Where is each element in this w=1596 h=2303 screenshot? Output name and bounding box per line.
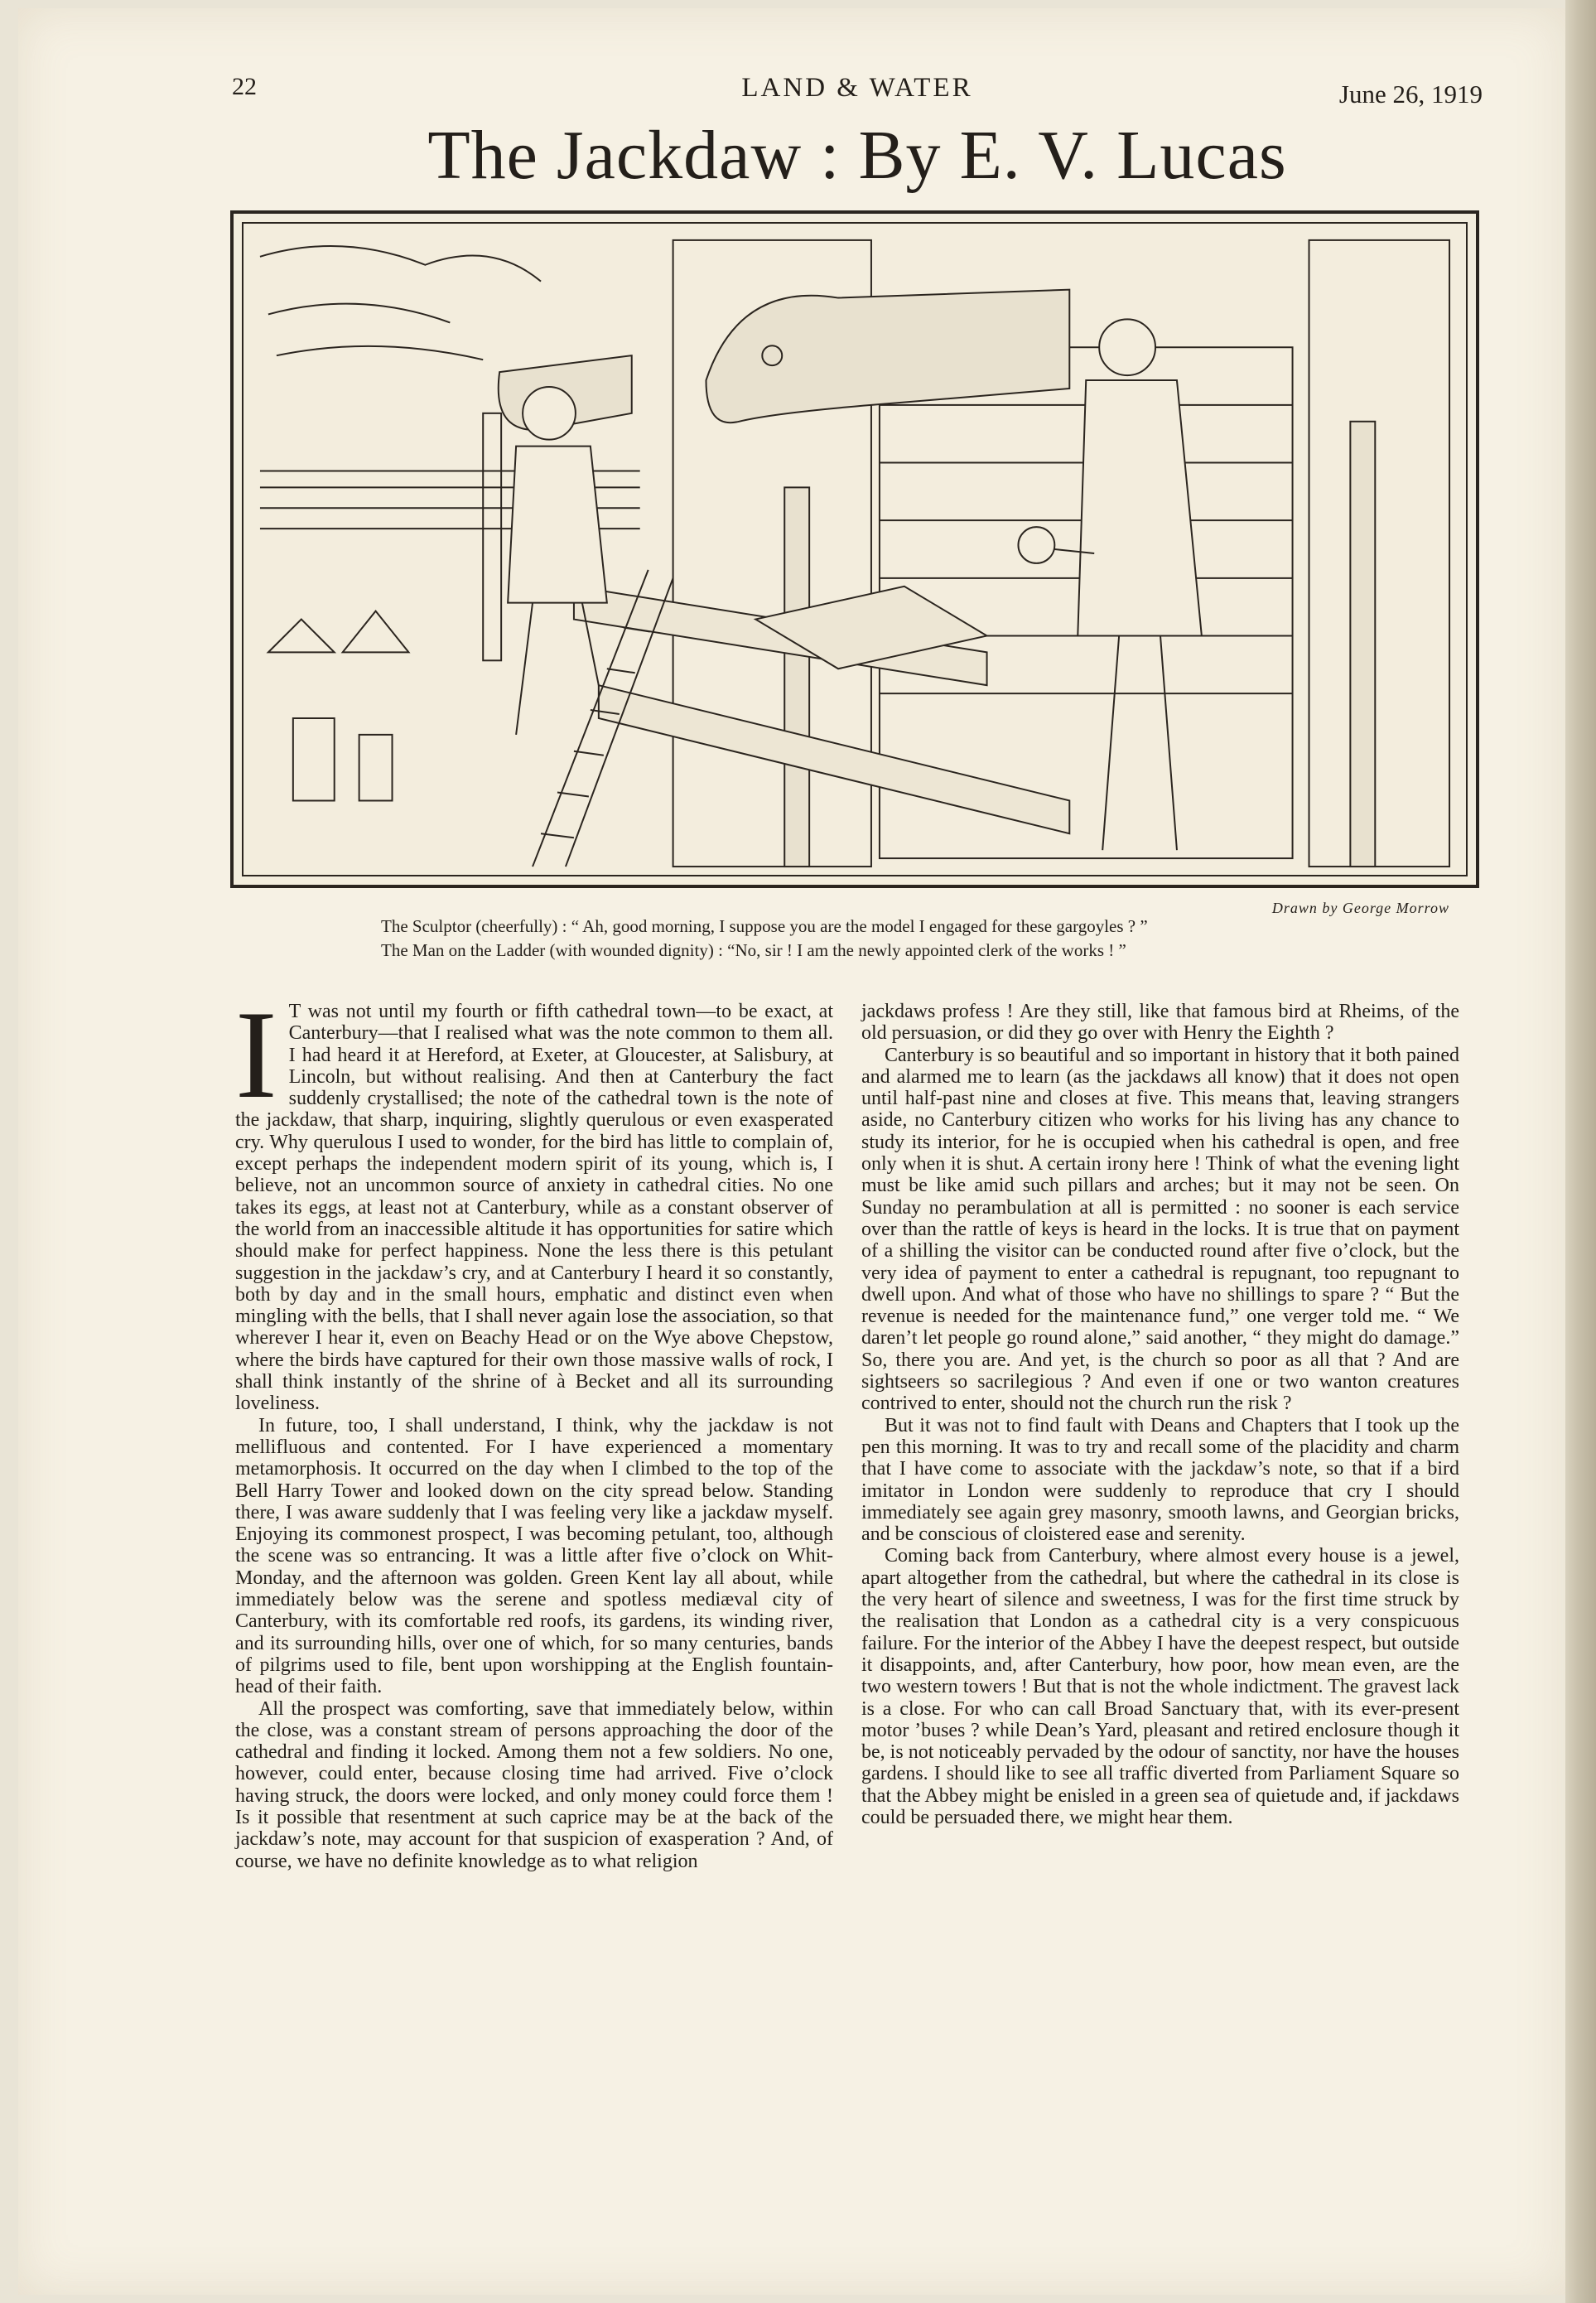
article-paragraph: All the prospect was comforting, save that immediately below, within the close, was a constant stream of persons approaching the door of the cathedral and finding it locked. Among them not a few soldiers. No one, however, could enter, because closing time had arrived. Five o’clock having struck, the doors were locked, and only money could force them ! Is it possible that resentment at such caprice may be at the back of the jackdaw’s note, may account for that suspicion of exasperation ? And, of course, we have no definite knowledge as to what religion: [235, 1697, 833, 1872]
illustration-credit: Drawn by George Morrow: [1271, 900, 1449, 916]
magazine-title: LAND & WATER: [741, 73, 973, 103]
article-paragraph: jackdaws profess ! Are they still, like that famous bird at Rheims, of the old persuasion, or did they go over with Henry the Eighth ?: [861, 1001, 1459, 1045]
page-edge: [1565, 0, 1596, 2303]
article-paragraph: Coming back from Canterbury, where almost every house is a jewel, apart altogether from the cathedral, but where the cathedral in its close is the very heart of silence and sweetness, I was for the first time struck by the realisation that London as a cathedral city is a very conspicuous failure. For the interior of the Abbey I have the deepest respect, but outside it disappoints, and, after Canterbury, how poor, how mean even, are the two western towers ! But that is not the whole indictment. The gravest lack is a close. For who can call Broad Sanctuary that, with its ever-present motor ’buses ? while Dean’s Yard, pleasant and retired enclosure though it be, is not noticeably pervaded by the odour of sanctity, nor have the houses gardens. I should like to see all traffic diverted from Parliament Square so that the Abbey might be enisled in a green sea of quietude and, if jackdaws could be persuaded there, we might hear them.: [861, 1545, 1459, 1828]
article-paragraph: I T was not until my fourth or fifth cathedral town—to be exact, at Canterbury—that I realised what was the note common to them all. I had heard it at Hereford, at Exeter, at Gloucester, at Salisbury, at Lincoln, but without realising. And then at Canterbury the fact suddenly crystallised; the note of the cathedral town is the note of the jackdaw, that sharp, inquiring, slightly querulous or even exasperated cry. Why querulous I used to wonder, for the bird has little to complain of, except perhaps the independent modern spirit of its young, which is, I believe, not an uncommon source of anxiety in cathedral cities. No one takes its eggs, at least not at Canterbury, while as a constant observer of the world from an inaccessible altitude it has opportunities for satire which should make for perfect happiness. None the less there is this petulant suggestion in the jackdaw’s cry, and at Canterbury I heard it so constantly, both by day and in the small hours, emphatic and distinct even when mingling with the bells, that I shall never again lose the association, so that wherever I hear it, even on Beachy Head or on the Wye above Chepstow, where the birds have captured for their own those massive walls of rock, I shall think instantly of the shrine of à Becket and all its surrounding loveliness.: [235, 985, 833, 1415]
article-paragraph: In future, too, I shall understand, I think, why the jackdaw is not mellifluous and contented. For I have experienced a momentary metamorphosis. It occurred on the day when I climbed to the top of the Bell Harry Tower and looked down on the city spread below. Standing there, I was aware suddenly that I was feeling very like a jackdaw myself. Enjoying its commonest prospect, I was becoming petulant, too, although the scene was so entrancing. It was a little after five o’clock on Whit-Monday, and the afternoon was golden. Green Kent lay all about, while immediately below was the serene and spotless mediæval city of Canterbury, with its comfortable red roofs, its gardens, its winding river, and its surrounding hills, over one of which, for so many centuries, bands of pilgrims used to file, bent upon worshipping at the English fountain-head of their faith.: [235, 1414, 833, 1698]
caption-line: The Man on the Ladder (with wounded dignity) : “No, sir ! I am the newly appointed clerk of the works ! ”: [381, 940, 1126, 960]
article-column-left: [235, 985, 833, 1872]
issue-date: June 26, 1919: [1338, 80, 1483, 109]
article-paragraph: Canterbury is so beautiful and so important in history that it both pained and alarmed me to learn (as the jackdaws all know) that it does not open until half-past nine and closes at five. This means that, leaving strangers aside, no Canterbury citizen who works for his living has any chance to study its interior, for he is occupied when his cathedral is open, and free only when it is shut. A certain irony here ! Think of what the evening light must be like amid such pillars and arches; but it may not be seen. On Sunday no perambulation at all is permitted : no sooner is each service over than the rattle of keys is heard in the locks. It is true that on payment of a shilling the visitor can be conducted round after five o’clock, but the very idea of payment to enter a cathedral is repugnant, too repugnant to dwell upon. And what of those who have no shillings to spare ? “ But the revenue is needed for the maintenance fund,” one verger told me. “ We daren’t let people go round alone,” said another, “ they might do damage.” So, there you are. And yet, is the church so poor as all that ? And are sightseers so sacrilegious ? And even if one or two wanton creatures contrived to enter, should not the church run the risk ?: [861, 1044, 1459, 1415]
illustration-frame: [230, 210, 1479, 888]
article-column-right: [861, 1001, 1459, 1828]
page-number: 22: [232, 73, 257, 100]
article-paragraph: But it was not to find fault with Deans and Chapters that I took up the pen this morning. It was to try and recall some of the placidity and charm that I have come to associate with the jackdaw’s note, so that if a bird imitator in London were suddenly to reproduce that cry I should immediately see again grey masonry, smooth lawns, and Georgian bricks, and be conscious of cloistered ease and serenity.: [861, 1414, 1459, 1546]
illustration-caption: [381, 915, 1416, 963]
gargoyle-scene-illustration: [243, 224, 1466, 875]
article-title: The Jackdaw : By E. V. Lucas: [427, 117, 1287, 194]
page-header: [232, 73, 1483, 114]
drop-cap: I: [235, 985, 277, 1124]
caption-line: The Sculptor (cheerfully) : “ Ah, good morning, I suppose you are the model I engaged for these gargoyles ? ”: [381, 916, 1148, 936]
